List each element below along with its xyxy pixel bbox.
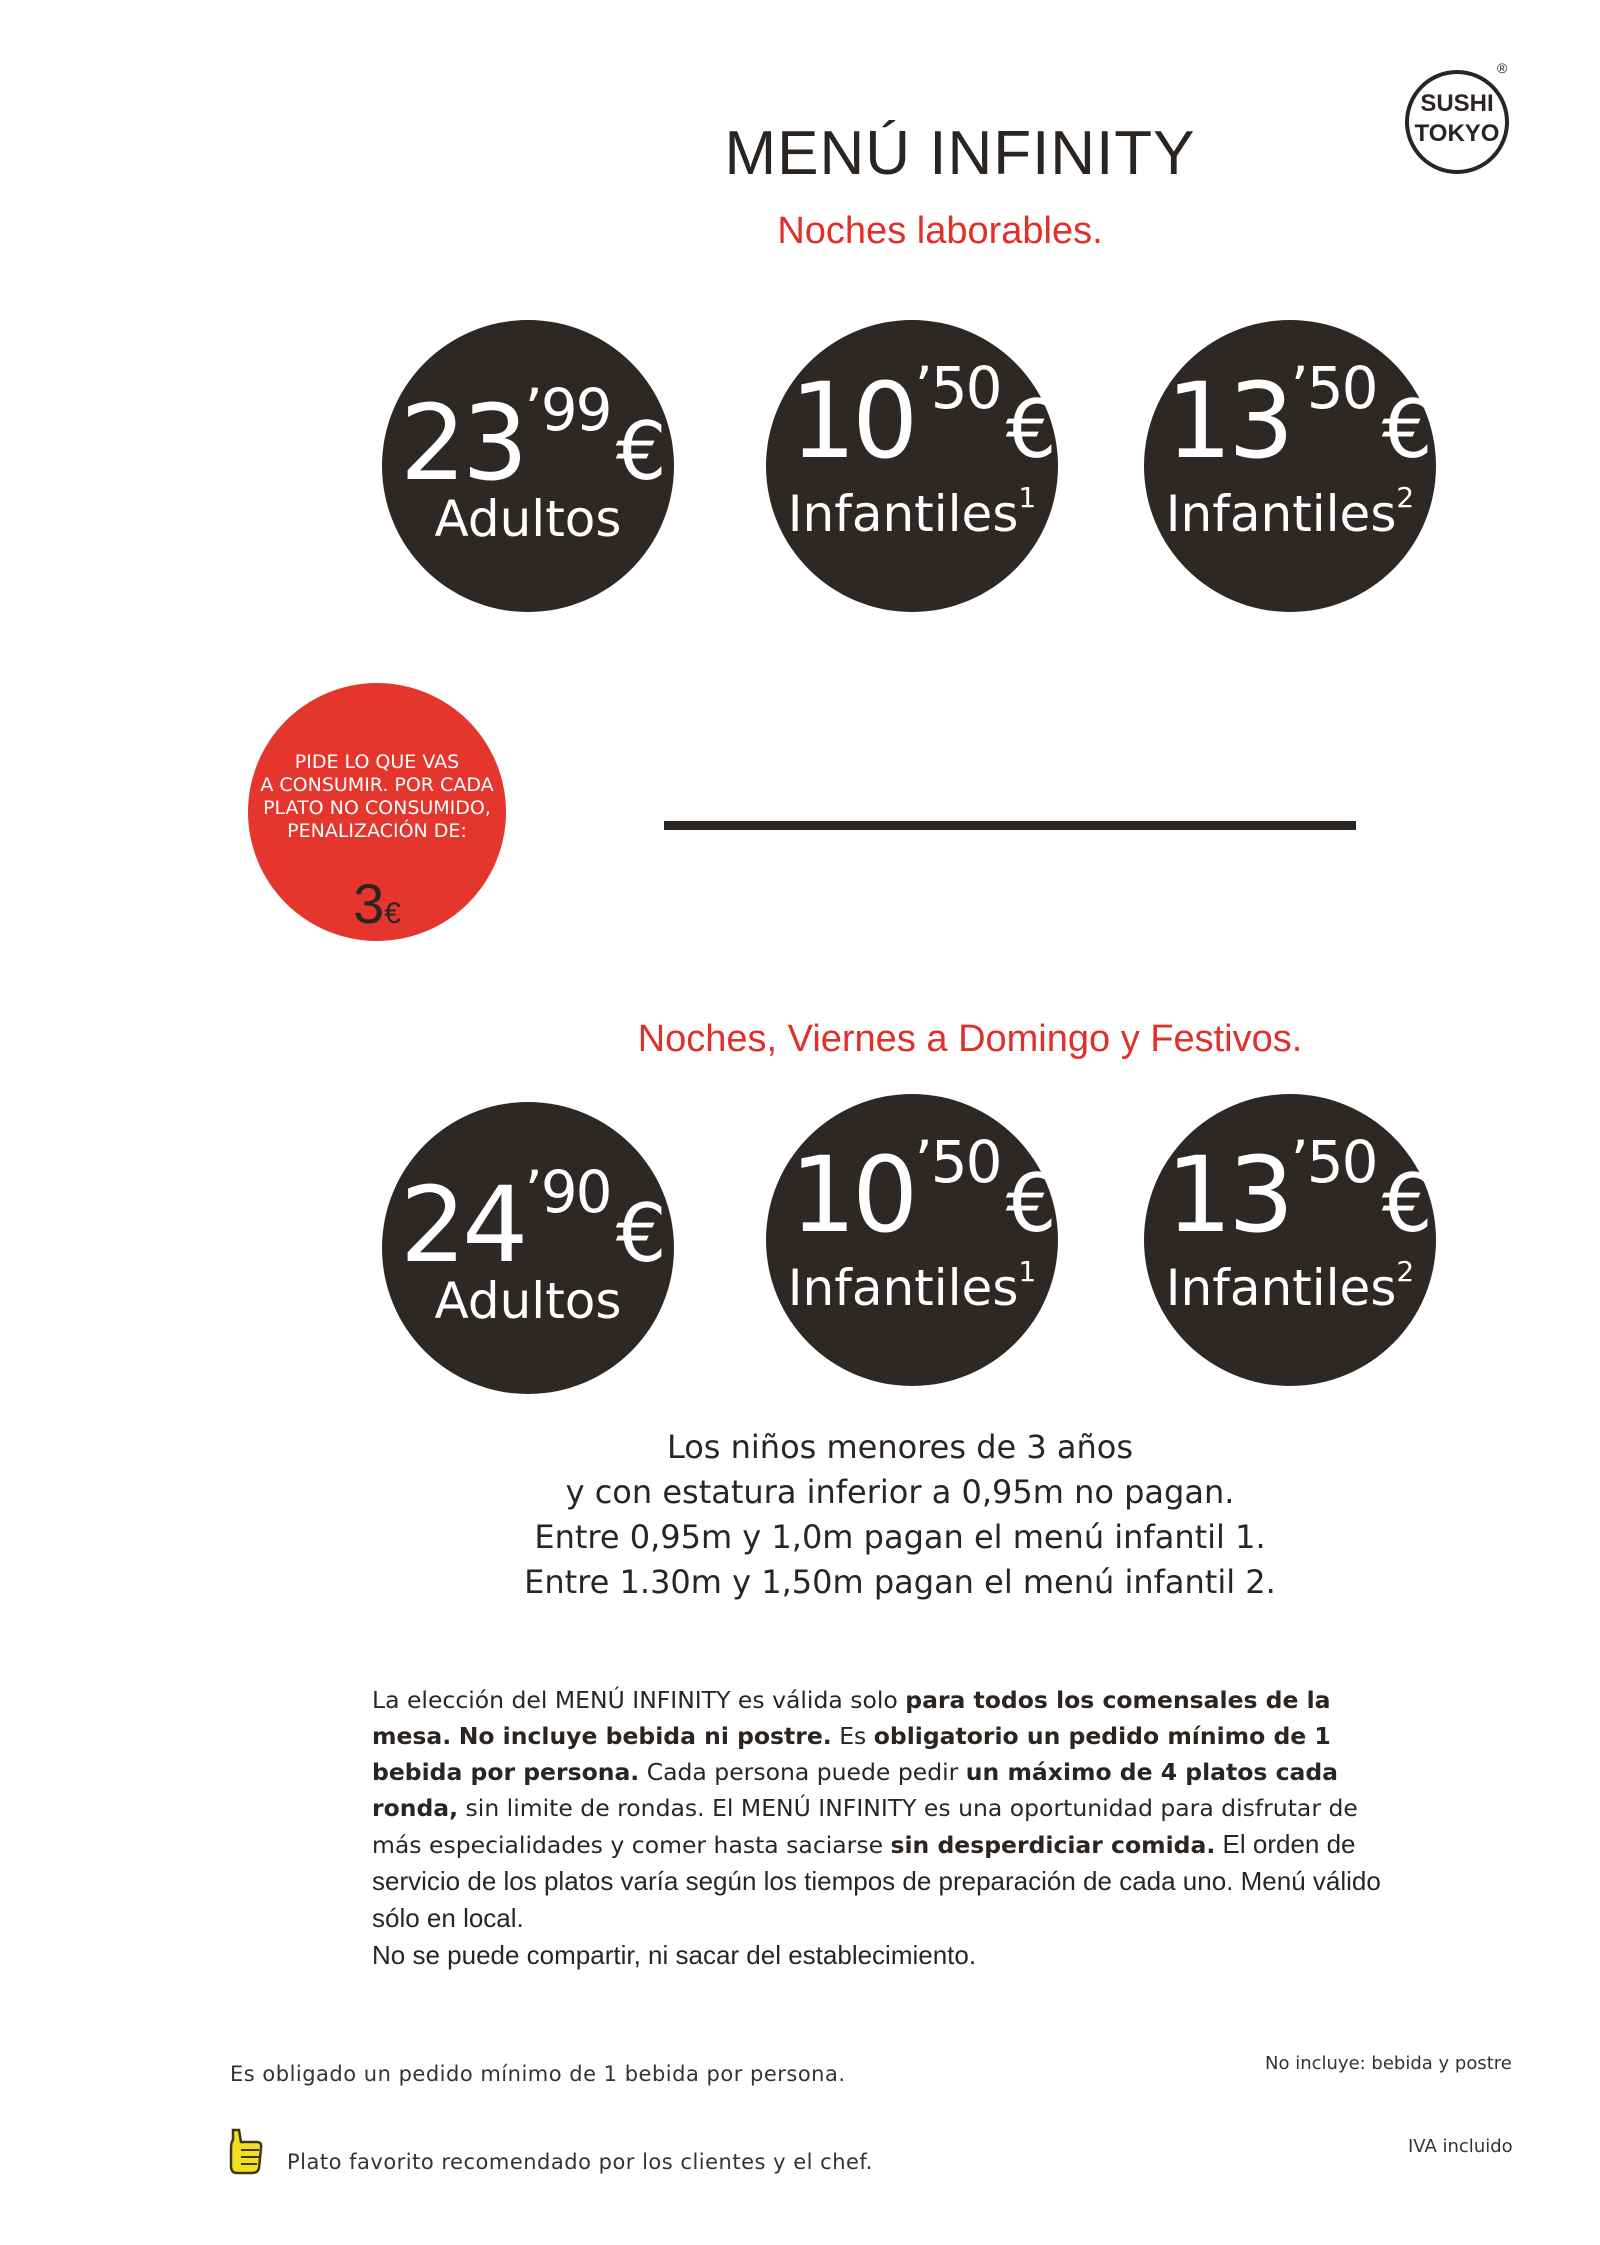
label-text: Infantiles [1165,485,1397,543]
euro-sign: € [615,405,667,498]
note-line: Los niños menores de 3 años [666,1428,1134,1466]
price-value [400,376,667,504]
penalty-text [248,751,506,843]
para-text: sin limite de rondas. El MENÚ INFINITY es una oportunidad para disfrutar de más especialidades y comer hasta saciarse [372,1794,1358,1859]
price-circle-child1-weekday [766,320,1058,612]
price-circle-child1-weekend [766,1094,1058,1386]
euro-sign: € [615,1187,667,1280]
price-label [1144,481,1436,543]
thumbs-up-icon [225,2126,265,2176]
para-text: El orden de servicio de los platos varía según los tiempos de preparación de cada uno. Menú válido sólo en local. [372,1829,1381,1933]
logo-line2: TOKYO [1414,120,1500,147]
divider [664,821,1356,830]
price-int: 23 [400,382,525,504]
penalty-line: PIDE LO QUE VAS [294,751,460,773]
para-bold: un máximo de 4 platos cada ronda, [372,1758,1339,1822]
price-label [766,1255,1058,1317]
page-title: MENÚ INFINITY [724,119,1196,188]
registered-mark: ® [1497,60,1508,76]
price-int: 10 [790,1134,915,1256]
price-dec: ’99 [524,376,611,444]
price-circle-adult-weekday [382,320,674,612]
penalty-currency: € [384,897,401,930]
footer-iva: IVA incluido [1408,2136,1513,2157]
penalty-line: PLATO NO CONSUMIDO, [263,797,491,819]
price-int: 24 [400,1164,525,1286]
price-dec: ’50 [1290,354,1377,422]
price-label [766,481,1058,543]
label-sup: 1 [1018,481,1037,514]
para-text: Es [831,1722,874,1750]
label-sup: 2 [1396,1255,1415,1288]
para-text: La elección del MENÚ INFINITY es válida solo [372,1686,906,1714]
section2-subtitle: Noches, Viernes a Domingo y Festivos. [637,1018,1303,1060]
label-sup: 1 [1018,1255,1037,1288]
price-label [382,1272,674,1330]
label-text: Infantiles [1165,1259,1397,1317]
price-int: 13 [1166,360,1291,482]
price-label [382,490,674,548]
price-dec: ’90 [524,1158,611,1226]
price-value [1166,354,1433,482]
penalty-line: A CONSUMIR. POR CADA [260,774,494,796]
label-text: Adultos [434,1272,622,1330]
para-text: Cada persona puede pedir [639,1758,966,1786]
price-circle-child2-weekend [1144,1094,1436,1386]
price-value [790,1128,1057,1256]
price-circle-adult-weekend [382,1102,674,1394]
section1-subtitle: Noches laborables. [777,210,1103,252]
price-circle-child2-weekday [1144,320,1436,612]
para-bold: No incluye bebida ni postre. [458,1722,832,1750]
para-bold: obligatorio un pedido mínimo de 1 bebida por persona. [372,1722,1331,1786]
price-int: 13 [1166,1134,1291,1256]
euro-sign: € [1381,383,1433,476]
price-int: 10 [790,360,915,482]
label-text: Infantiles [787,1259,1019,1317]
price-dec: ’50 [1290,1128,1377,1196]
note-line: Entre 0,95m y 1,0m pagan el menú infantil 1. [534,1518,1266,1556]
euro-sign: € [1005,1157,1057,1250]
note-line: Entre 1.30m y 1,50m pagan el menú infantil 2. [524,1563,1276,1601]
euro-sign: € [1381,1157,1433,1250]
penalty-amount-value: 3 [353,872,385,935]
price-value [1166,1128,1433,1256]
logo-line1: SUSHI [1420,90,1494,117]
footer-drink-note: Es obligado un pedido mínimo de 1 bebida por persona. [230,2062,846,2086]
age-height-notes [400,1425,1400,1605]
price-label [1144,1255,1436,1317]
penalty-amount [248,871,506,936]
footer-no-include: No incluye: bebida y postre [1265,2053,1512,2074]
conditions-paragraph [372,1682,1412,1973]
price-dec: ’50 [914,1128,1001,1196]
label-sup: 2 [1396,481,1415,514]
note-line: y con estatura inferior a 0,95m no pagan. [565,1473,1235,1511]
label-text: Adultos [434,490,622,548]
para-bold: para todos los comensales de la mesa. [372,1686,1331,1750]
price-value [790,354,1057,482]
penalty-badge [248,683,506,941]
sushi-tokyo-logo [1405,70,1509,174]
para-text: No se puede compartir, ni sacar del establecimiento. [372,1940,977,1970]
para-bold: sin desperdiciar comida. [890,1831,1216,1859]
footer-favorite: Plato favorito recomendado por los clientes y el chef. [287,2150,873,2174]
label-text: Infantiles [787,485,1019,543]
penalty-line: PENALIZACIÓN DE: [287,820,467,842]
euro-sign: € [1005,383,1057,476]
price-value [400,1158,667,1286]
price-dec: ’50 [914,354,1001,422]
